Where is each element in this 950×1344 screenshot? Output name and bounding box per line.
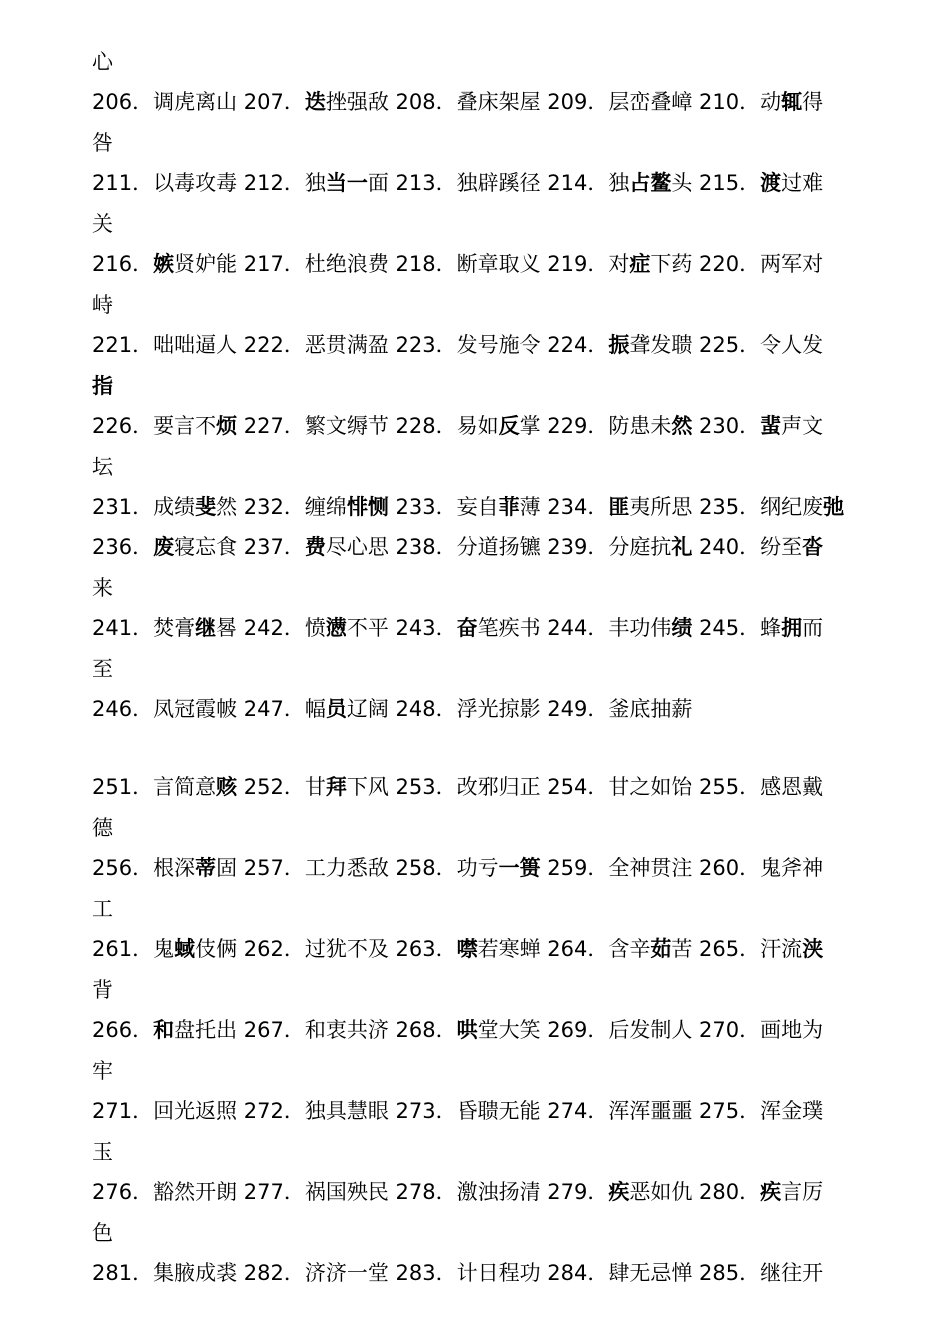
text-segment: 216． <box>92 252 154 276</box>
text-segment: 然 232．缠绵 <box>216 495 347 519</box>
text-line <box>92 413 872 441</box>
bold-text-segment: 蜮 <box>174 937 196 961</box>
bold-text-segment: 占鳌 <box>629 171 672 195</box>
bold-text-segment: 渡 <box>760 171 782 195</box>
text-segment: 过难 <box>781 171 824 195</box>
text-segment: 夷所思 235．纲纪废 <box>629 495 824 519</box>
text-line <box>92 615 872 643</box>
text-segment: 苦 265．汗流 <box>671 937 803 961</box>
text-line <box>92 494 872 522</box>
text-line <box>92 656 872 684</box>
text-segment: 若寒蝉 264．含辛 <box>477 937 651 961</box>
text-segment: 贤妒能 217．杜绝浪费 218．断章取义 219．对 <box>174 252 630 276</box>
bold-text-segment: 烦 <box>216 414 238 438</box>
bold-text-segment: 振 <box>608 333 630 357</box>
bold-text-segment: 疾 <box>608 1180 630 1204</box>
text-line <box>92 977 872 1005</box>
text-line <box>92 815 872 843</box>
text-segment: 236． <box>92 535 154 559</box>
bold-text-segment: 拜 <box>325 775 347 799</box>
text-segment: 271．回光返照 272．独具慧眼 273．昏聩无能 274．浑浑噩噩 275．浑金璞 <box>92 1099 824 1123</box>
bold-text-segment: 症 <box>629 252 651 276</box>
bold-text-segment: 当一 <box>325 171 368 195</box>
text-line <box>92 575 872 603</box>
bold-text-segment: 悱恻 <box>346 495 389 519</box>
text-line <box>92 1220 872 1248</box>
bold-text-segment: 赅 <box>216 775 238 799</box>
text-segment: 230． <box>692 414 761 438</box>
bold-text-segment: 然 <box>671 414 693 438</box>
text-segment: 246．凤冠霞帔 247．幅 <box>92 697 326 721</box>
text-segment: 233．妄自 <box>388 495 499 519</box>
text-line <box>92 130 872 158</box>
text-segment: 牢 <box>92 1059 113 1083</box>
bold-text-segment: 斐 <box>195 495 217 519</box>
text-segment: 堂大笑 269．后发制人 270．画地为 <box>477 1018 824 1042</box>
text-segment: 盘托出 267．和衷共济 268． <box>174 1018 457 1042</box>
text-segment: 256．根深 <box>92 856 196 880</box>
bold-text-segment: 弛 <box>823 495 845 519</box>
text-line <box>92 49 872 77</box>
bold-text-segment: 匪 <box>608 495 630 519</box>
text-segment: 笔疾书 244．丰功伟 <box>477 616 672 640</box>
text-segment: 227．繁文缛节 228．易如 <box>237 414 499 438</box>
text-line <box>92 1098 872 1126</box>
text-segment: 至 <box>92 657 113 681</box>
text-segment: 226．要言不 <box>92 414 217 438</box>
text-segment: 下药 220．两军对 <box>650 252 824 276</box>
bold-text-segment: 迭 <box>304 90 326 114</box>
bold-text-segment: 拥 <box>781 616 803 640</box>
text-line <box>92 855 872 883</box>
bold-text-segment: 一篑 <box>498 856 541 880</box>
bold-text-segment: 反 <box>498 414 520 438</box>
bold-text-segment: 沓 <box>802 535 824 559</box>
text-line <box>92 1179 872 1207</box>
text-segment: 背 <box>92 978 113 1002</box>
text-segment: 206．调虎离山 207． <box>92 90 305 114</box>
bold-text-segment: 辄 <box>781 90 803 114</box>
text-segment: 坛 <box>92 455 113 479</box>
bold-text-segment: 蜚 <box>760 414 782 438</box>
text-segment: 咎 <box>92 131 113 155</box>
text-segment: 266． <box>92 1018 154 1042</box>
text-segment: 251．言简意 <box>92 775 217 799</box>
bold-text-segment: 浃 <box>802 937 824 961</box>
bold-text-segment: 费 <box>304 535 326 559</box>
bold-text-segment: 嫉 <box>153 252 175 276</box>
bold-text-segment: 礼 <box>671 535 693 559</box>
text-line <box>92 89 872 117</box>
text-segment: 不平 243． <box>346 616 457 640</box>
text-line <box>92 1260 872 1288</box>
text-line <box>92 251 872 279</box>
bold-text-segment: 噤 <box>456 937 478 961</box>
bold-text-segment: 绩 <box>671 616 693 640</box>
text-segment: 231．成绩 <box>92 495 196 519</box>
bold-text-segment: 菲 <box>498 495 520 519</box>
bold-text-segment: 继 <box>195 616 217 640</box>
text-segment: 240．纷至 <box>692 535 803 559</box>
bold-text-segment: 懑 <box>325 616 347 640</box>
text-segment: 276．豁然开朗 277．祸国殃民 278．激浊扬清 279． <box>92 1180 609 1204</box>
text-segment: 言厉 <box>781 1180 824 1204</box>
text-segment: 241．焚膏 <box>92 616 196 640</box>
text-segment: 辽阔 248．浮光掠影 249．釜底抽薪 <box>346 697 693 721</box>
text-segment: 德 <box>92 816 113 840</box>
bold-text-segment: 指 <box>92 374 113 398</box>
text-segment: 面 213．独辟蹊径 214．独 <box>367 171 630 195</box>
text-line <box>92 170 872 198</box>
text-segment: 薄 234． <box>519 495 609 519</box>
text-segment: 252．甘 <box>237 775 326 799</box>
bold-text-segment: 疾 <box>760 1180 782 1204</box>
text-line <box>92 1139 872 1167</box>
text-segment: 得 <box>802 90 824 114</box>
text-line <box>92 454 872 482</box>
text-segment: 心 <box>92 50 113 74</box>
text-line <box>92 1017 872 1045</box>
text-segment: 峙 <box>92 293 113 317</box>
text-segment: 211．以毒攻毒 212．独 <box>92 171 326 195</box>
text-segment: 玉 <box>92 1140 113 1164</box>
text-segment: 关 <box>92 212 113 236</box>
bold-text-segment: 茹 <box>650 937 672 961</box>
text-segment: 聋发聩 225．令人发 <box>629 333 824 357</box>
text-segment: 色 <box>92 1221 113 1245</box>
text-segment: 来 <box>92 576 113 600</box>
text-segment: 晷 242．愤 <box>216 616 326 640</box>
text-segment: 挫强敌 208．叠床架屋 209．层峦叠嶂 210．动 <box>325 90 782 114</box>
bold-text-segment: 员 <box>325 697 347 721</box>
text-segment: 下风 253．改邪归正 254．甘之如饴 255．感恩戴 <box>346 775 824 799</box>
text-line <box>92 534 872 562</box>
text-line <box>92 696 872 724</box>
text-line <box>92 211 872 239</box>
text-segment: 恶如仇 280． <box>629 1180 761 1204</box>
text-segment: 261．鬼 <box>92 937 175 961</box>
bold-text-segment: 蒂 <box>195 856 217 880</box>
text-line <box>92 936 872 964</box>
bold-text-segment: 哄 <box>456 1018 478 1042</box>
text-segment: 伎俩 262．过犹不及 263． <box>195 937 457 961</box>
text-segment: 而 <box>802 616 824 640</box>
text-line <box>92 896 872 924</box>
text-segment: 259．全神贯注 260．鬼斧神 <box>540 856 824 880</box>
text-segment: 281．集腋成裘 282．济济一堂 283．计日程功 284．肆无忌惮 285．继往开 <box>92 1261 824 1285</box>
text-segment: 寝忘食 237． <box>174 535 305 559</box>
text-segment: 头 215． <box>671 171 761 195</box>
text-segment: 工 <box>92 897 113 921</box>
text-segment: 声文 <box>781 414 824 438</box>
text-segment: 固 257．工力悉敌 258．功亏 <box>216 856 499 880</box>
text-segment: 掌 229．防患未 <box>519 414 672 438</box>
bold-text-segment: 和 <box>153 1018 175 1042</box>
text-line <box>92 1058 872 1086</box>
text-segment: 245．蜂 <box>692 616 782 640</box>
bold-text-segment: 废 <box>153 535 175 559</box>
text-segment: 221．咄咄逼人 222．恶贯满盈 223．发号施令 224． <box>92 333 609 357</box>
text-line <box>92 373 872 401</box>
text-line <box>92 774 872 802</box>
text-line <box>92 292 872 320</box>
bold-text-segment: 奋 <box>456 616 478 640</box>
text-segment: 尽心思 238．分道扬镳 239．分庭抗 <box>325 535 672 559</box>
text-line <box>92 332 872 360</box>
